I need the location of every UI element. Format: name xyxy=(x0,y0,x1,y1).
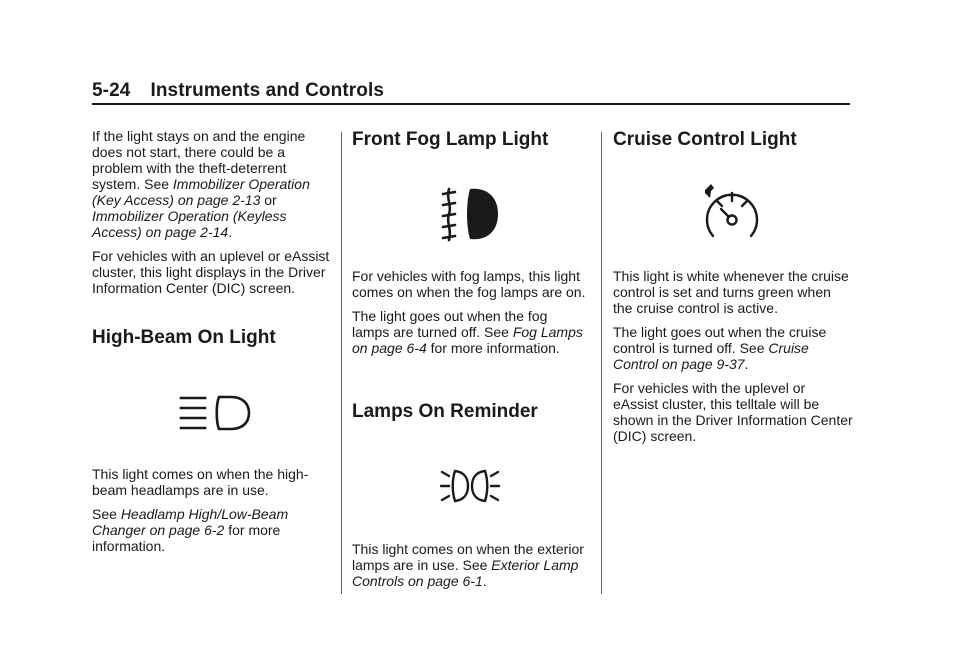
text: This light comes on when the exterior lamps are in use. See xyxy=(352,541,584,573)
section-title: Instruments and Controls xyxy=(150,80,385,101)
text: See xyxy=(92,506,121,522)
heading-cruise-control: Cruise Control Light xyxy=(613,129,797,150)
paragraph: For vehicles with an uplevel or eAssist cluster, this light displays in the Driver Information Center (DIC) screen. xyxy=(92,248,330,296)
paragraph xyxy=(352,541,588,589)
column-2-upper xyxy=(352,268,588,364)
column-2-lower xyxy=(352,541,588,597)
cruise-control-icon xyxy=(701,182,763,240)
paragraph: For vehicles with the uplevel or eAssist cluster, this telltale will be shown in the Driver Information Center (DIC) screen. xyxy=(613,380,853,444)
link-immobilizer-key-access[interactable]: Immobilizer Operation (Key Access) on page 2-13 xyxy=(92,176,310,208)
link-fog-lamps[interactable]: Fog Lamps on page 6-4 xyxy=(352,324,583,356)
page-header xyxy=(92,80,384,102)
column-1-lower xyxy=(92,466,332,562)
lamps-on-icon xyxy=(438,466,502,506)
heading-front-fog: Front Fog Lamp Light xyxy=(352,129,549,150)
link-headlamp-beam-changer[interactable]: Headlamp High/Low-Beam Changer on page 6-2 xyxy=(92,506,289,538)
paragraph: This light is white whenever the cruise control is set and turns green when the cruise control is active. xyxy=(613,268,849,316)
column-divider xyxy=(601,132,602,594)
text: The light goes out when the fog lamps are turned off. See xyxy=(352,308,548,340)
link-immobilizer-keyless-access[interactable]: Immobilizer Operation (Keyless Access) on page 2-14 xyxy=(92,208,287,240)
paragraph xyxy=(92,506,332,554)
heading-lamps-on: Lamps On Reminder xyxy=(352,401,538,422)
page-number: 5-24 xyxy=(92,80,131,101)
text: for more information. xyxy=(426,340,560,356)
text: . xyxy=(482,573,487,589)
column-divider xyxy=(341,132,342,594)
text: . xyxy=(228,224,233,240)
text: . xyxy=(744,356,749,372)
fog-lamp-icon xyxy=(440,186,500,242)
text: The light goes out when the cruise control is turned off. See xyxy=(613,324,827,356)
paragraph xyxy=(352,308,588,356)
paragraph: This light comes on when the high-beam headlamps are in use. xyxy=(92,466,309,498)
link-cruise-control[interactable]: Cruise Control on page 9-37 xyxy=(613,340,809,372)
header-rule xyxy=(92,103,850,105)
link-exterior-lamp-controls[interactable]: Exterior Lamp Controls on page 6-1 xyxy=(352,557,579,589)
paragraph xyxy=(92,128,332,240)
paragraph: For vehicles with fog lamps, this light comes on when the fog lamps are on. xyxy=(352,268,586,300)
heading-high-beam: High-Beam On Light xyxy=(92,327,276,348)
high-beam-icon xyxy=(179,394,251,432)
column-3-body xyxy=(613,268,853,452)
paragraph xyxy=(613,324,853,372)
text: or xyxy=(260,192,277,208)
text: for more information. xyxy=(92,522,281,554)
text: If the light stays on and the engine does not start, there could be a problem with the theft-deterrent system. See xyxy=(92,128,306,192)
column-1 xyxy=(92,128,332,304)
